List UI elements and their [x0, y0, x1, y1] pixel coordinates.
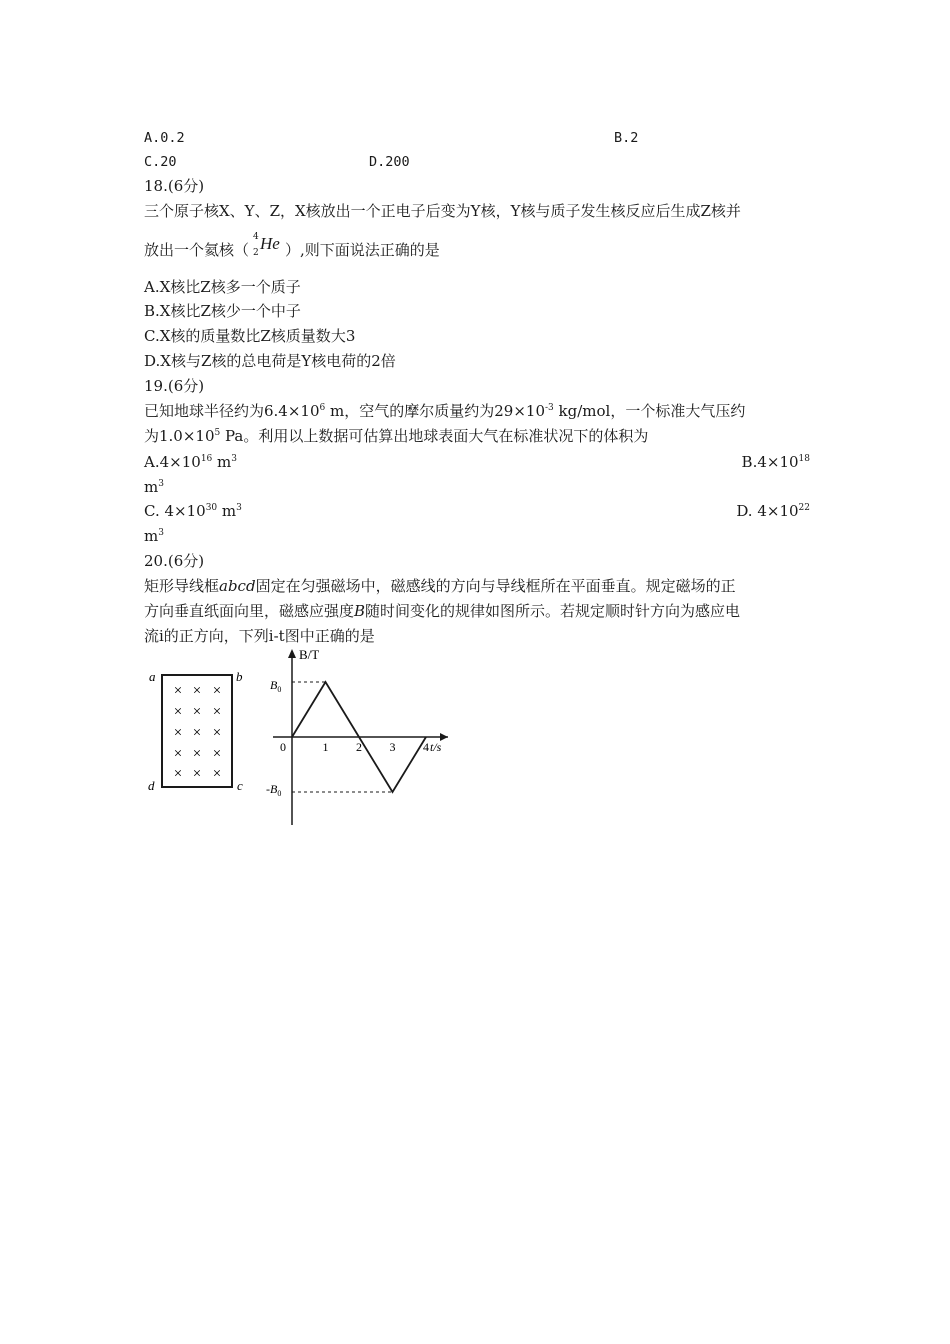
x-tick-2: 2: [356, 740, 362, 754]
q20-header: 20.(6分): [144, 552, 205, 570]
y-tick-neg-b0: $-B_0$: [266, 782, 282, 798]
field-mark-3-2: ×: [212, 746, 222, 762]
q19-option-b-unit: $m^3$: [144, 478, 164, 496]
q19-header: 19.(6分): [144, 377, 205, 395]
q20-figure: [140, 645, 460, 830]
q19-option-d-unit: $m^3$: [144, 527, 164, 545]
q19-option-a: $A.4\times 10^{16}$ $m^3$: [144, 453, 237, 471]
q18-option-d: D.X核与Z核的总电荷是Y核电荷的2倍: [144, 352, 396, 370]
field-mark-0-2: ×: [212, 683, 222, 699]
field-mark-4-0: ×: [173, 766, 183, 782]
q18-stem-line-2: 放出一个氦核（ 4 2 He ）,则下面说法正确的是: [144, 232, 440, 259]
field-mark-3-1: ×: [192, 746, 202, 762]
q19-stem-line-2: 为$1.0\times 10^5$ Pa。利用以上数据可估算出地球表面大气在标准状况下的体积为: [144, 427, 649, 445]
field-mark-1-0: ×: [173, 704, 183, 720]
y-axis-arrow: [288, 649, 296, 658]
field-mark-1-1: ×: [192, 704, 202, 720]
q19-stem-line-1: 已知地球半径约为$6.4\times 10^6$ m，空气的摩尔质量约为$29\times 10^{-3}$ kg/mol，一个标准大气压约: [144, 402, 746, 420]
field-mark-0-0: ×: [173, 683, 183, 699]
q20-stem-line-2: 方向垂直纸面向里，磁感应强度B随时间变化的规律如图所示。若规定顺时针方向为感应电: [144, 602, 741, 620]
y-tick-b0: $B_0$: [270, 678, 282, 694]
field-mark-3-0: ×: [173, 746, 183, 762]
x-tick-4: 4: [423, 740, 429, 754]
helium-nucleus-symbol: 4 2 He: [253, 232, 280, 258]
field-mark-2-0: ×: [173, 725, 183, 741]
corner-label-c: c: [237, 778, 243, 793]
q18-header: 18.(6分): [144, 177, 205, 195]
x-tick-1: 1: [322, 740, 329, 754]
corner-label-b: b: [236, 669, 243, 684]
q18-stem-line-1: 三个原子核X、Y、Z，X核放出一个正电子后变为Y核，Y核与质子发生核反应后生成Z核并: [144, 202, 741, 220]
field-mark-4-1: ×: [192, 766, 202, 782]
q19-option-row-2: [144, 501, 810, 521]
q17-option-a: A.0.2: [144, 130, 185, 146]
wire-frame-diagram: [148, 669, 243, 793]
q18-option-a: A.X核比Z核多一个质子: [144, 278, 301, 296]
q17-option-row-2: [144, 152, 810, 172]
y-axis-label: B/T: [299, 647, 320, 662]
q20-stem-line-1: 矩形导线框abcd固定在匀强磁场中，磁感线的方向与导线框所在平面垂直。规定磁场的正: [144, 577, 736, 595]
corner-label-d: d: [148, 778, 155, 793]
q19-option-row-1: [144, 452, 810, 472]
q18-option-b: B.X核比Z核少一个中子: [144, 302, 301, 320]
corner-label-a: a: [149, 669, 156, 684]
field-mark-0-1: ×: [192, 683, 202, 699]
q19-option-b: $B.4\times 10^{18}$: [741, 453, 810, 471]
q20-stem-line-3: 流i的正方向，下列i-t图中正确的是: [144, 627, 375, 645]
q17-option-d: D.200: [369, 154, 410, 170]
q19-option-d: D. $4\times 10^{22}$: [736, 502, 810, 520]
x-tick-labels: [280, 740, 429, 754]
q17-option-row-1: [144, 128, 810, 148]
x-tick-3: 3: [389, 740, 396, 754]
q18-option-c: C.X核的质量数比Z核质量数大3: [144, 327, 356, 345]
x-tick-0: 0: [280, 740, 286, 754]
field-mark-2-1: ×: [192, 725, 202, 741]
q17-option-c: C.20: [144, 154, 177, 170]
x-axis-label: t/s: [430, 740, 442, 754]
b-t-graph: [266, 647, 448, 825]
magnetic-field-marks: [174, 683, 221, 782]
field-mark-4-2: ×: [212, 766, 222, 782]
q19-option-c: C. $4\times 10^{30}$ $m^3$: [144, 502, 242, 520]
field-mark-2-2: ×: [212, 725, 222, 741]
q17-option-b: B.2: [614, 130, 639, 146]
field-mark-1-2: ×: [212, 704, 222, 720]
